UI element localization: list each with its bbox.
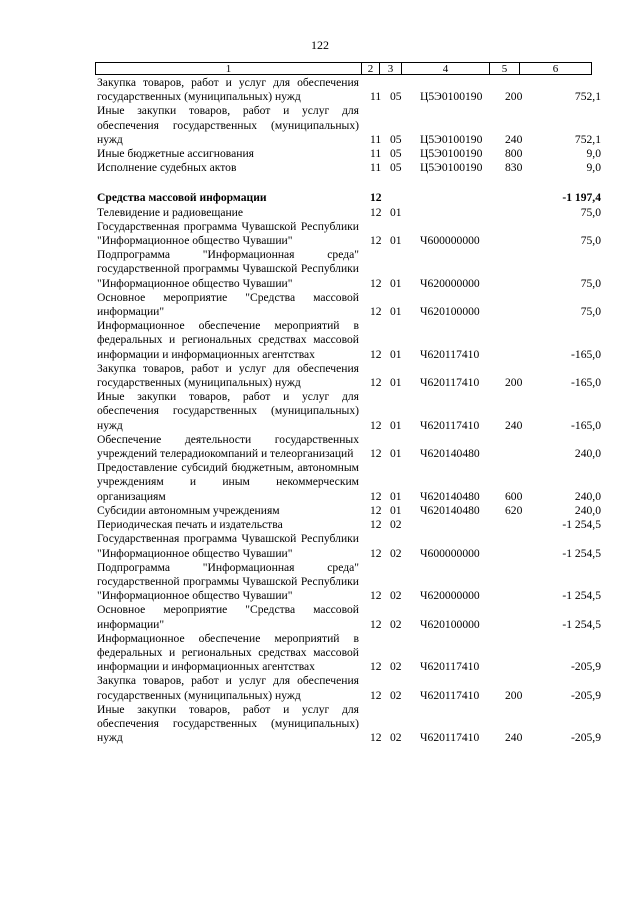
row-codes xyxy=(97,133,601,147)
row-name: Информационное обеспечение мероприятий в федеральных и региональных средствах массовой информации и информационных агентствах xyxy=(97,631,359,674)
table-row xyxy=(97,220,601,248)
row-codes xyxy=(97,206,601,220)
row-amount: 240,0 xyxy=(574,447,601,461)
row-name: Субсидии автономным учреждениям xyxy=(97,503,280,517)
row-codes xyxy=(97,547,601,561)
table-row xyxy=(97,518,601,532)
row-codes xyxy=(97,277,601,291)
row-amount: -165,0 xyxy=(571,418,601,432)
row-amount: 752,1 xyxy=(574,132,601,146)
row-name: Государственная программа Чувашской Республики "Информационное общество Чувашии" xyxy=(97,532,359,560)
row-target-item: Ч620117410 xyxy=(420,688,480,702)
row-codes xyxy=(97,660,601,674)
row-section: 11 xyxy=(370,132,382,146)
row-expense-type: 240 xyxy=(505,731,523,745)
row-expense-type: 200 xyxy=(505,376,523,390)
row-name: Иные бюджетные ассигнования xyxy=(97,147,254,161)
header-col-6: 6 xyxy=(519,62,592,75)
header-col-3: 3 xyxy=(379,62,401,75)
row-target-item: Ч620000000 xyxy=(420,589,480,603)
row-name: Телевидение и радиовещание xyxy=(97,205,244,219)
row-codes xyxy=(97,731,601,745)
row-codes xyxy=(97,504,601,518)
row-target-item: Ч620100000 xyxy=(420,617,480,631)
row-amount: -205,9 xyxy=(571,688,601,702)
row-codes xyxy=(97,518,601,532)
row-codes xyxy=(97,447,601,461)
row-amount: 9,0 xyxy=(586,161,601,175)
row-section: 12 xyxy=(370,447,382,461)
table-row xyxy=(97,291,601,319)
table-body xyxy=(97,76,601,745)
row-section: 12 xyxy=(370,376,382,390)
row-amount: 75,0 xyxy=(580,305,601,319)
row-codes xyxy=(97,161,601,175)
table-row xyxy=(97,362,601,390)
row-subsection: 02 xyxy=(390,731,402,745)
row-expense-type: 620 xyxy=(505,503,523,517)
row-name: Средства массовой информации xyxy=(97,191,267,205)
row-amount: 240,0 xyxy=(574,489,601,503)
row-codes xyxy=(97,348,601,362)
row-section: 12 xyxy=(370,205,382,219)
row-section: 12 xyxy=(370,546,382,560)
header-col-2: 2 xyxy=(361,62,379,75)
row-codes xyxy=(97,376,601,390)
row-expense-type: 800 xyxy=(505,147,523,161)
row-amount: 240,0 xyxy=(574,503,601,517)
row-expense-type: 830 xyxy=(505,161,523,175)
table-row xyxy=(97,561,601,604)
row-amount: -205,9 xyxy=(571,731,601,745)
row-codes xyxy=(97,689,601,703)
row-subsection: 02 xyxy=(390,518,402,532)
row-subsection: 05 xyxy=(390,161,402,175)
row-name: Закупка товаров, работ и услуг для обеспечения государственных (муниципальных) нужд xyxy=(97,674,359,702)
row-section: 12 xyxy=(370,731,382,745)
row-expense-type: 200 xyxy=(505,688,523,702)
row-target-item: Ч600000000 xyxy=(420,234,480,248)
table-row xyxy=(97,433,601,461)
row-section: 12 xyxy=(370,589,382,603)
table-row xyxy=(97,161,601,175)
row-subsection: 01 xyxy=(390,447,402,461)
row-subsection: 01 xyxy=(390,489,402,503)
row-amount: -1 254,5 xyxy=(562,589,601,603)
row-subsection: 01 xyxy=(390,205,402,219)
row-subsection: 01 xyxy=(390,305,402,319)
row-name: Периодическая печать и издательства xyxy=(97,518,283,532)
row-target-item: Ц5Э0100190 xyxy=(420,161,483,175)
row-name: Основное мероприятие "Средства массовой информации" xyxy=(97,290,359,319)
table-row xyxy=(97,603,601,631)
table-header xyxy=(95,62,592,75)
row-subsection: 01 xyxy=(390,376,402,390)
row-section: 12 xyxy=(370,191,382,205)
row-name: Подпрограмма "Информационная среда" государственной программы Чувашской Республики "Информационное общество Чувашии" xyxy=(97,560,359,603)
row-name: Иные закупки товаров, работ и услуг для обеспечения государственных (муниципальных) нужд xyxy=(97,104,359,146)
row-subsection: 01 xyxy=(390,276,402,290)
row-amount: -165,0 xyxy=(571,347,601,361)
table-row xyxy=(97,674,601,702)
row-target-item: Ц5Э0100190 xyxy=(420,147,483,161)
page-number: 122 xyxy=(311,38,329,52)
table-row xyxy=(97,461,601,504)
row-section: 12 xyxy=(370,518,382,532)
row-section: 11 xyxy=(370,90,382,104)
row-name: Обеспечение деятельности государственных учреждений телерадиокомпаний и телеорганизаций xyxy=(97,432,359,461)
row-target-item: Ч620100000 xyxy=(420,305,480,319)
table-row xyxy=(97,632,601,675)
row-amount: -205,9 xyxy=(571,660,601,674)
row-amount: -1 254,5 xyxy=(562,518,601,532)
row-codes xyxy=(97,618,601,632)
row-subsection: 02 xyxy=(390,660,402,674)
row-section: 12 xyxy=(370,688,382,702)
row-subsection: 02 xyxy=(390,546,402,560)
row-subsection: 01 xyxy=(390,347,402,361)
row-amount: -1 254,5 xyxy=(562,546,601,560)
row-subsection: 05 xyxy=(390,132,402,146)
row-subsection: 01 xyxy=(390,234,402,248)
row-name: Иные закупки товаров, работ и услуг для обеспечения государственных (муниципальных) нужд xyxy=(97,390,359,432)
table-row xyxy=(97,147,601,161)
row-expense-type: 240 xyxy=(505,132,523,146)
row-expense-type: 200 xyxy=(505,90,523,104)
row-target-item: Ч620117410 xyxy=(420,347,480,361)
row-codes xyxy=(97,589,601,603)
row-codes xyxy=(97,191,601,205)
table-row xyxy=(97,191,601,205)
row-amount: 9,0 xyxy=(586,147,601,161)
row-subsection: 01 xyxy=(390,418,402,432)
row-codes xyxy=(97,305,601,319)
row-name: Государственная программа Чувашской Республики "Информационное общество Чувашии" xyxy=(97,219,359,248)
table-row xyxy=(97,104,601,147)
row-name: Закупка товаров, работ и услуг для обеспечения государственных (муниципальных) нужд xyxy=(97,361,359,390)
row-section: 12 xyxy=(370,276,382,290)
row-subsection: 01 xyxy=(390,503,402,517)
row-amount: -165,0 xyxy=(571,376,601,390)
row-name: Иные закупки товаров, работ и услуг для обеспечения государственных (муниципальных) нужд xyxy=(97,702,359,745)
row-amount: 75,0 xyxy=(580,234,601,248)
row-section: 11 xyxy=(370,161,382,175)
header-col-5: 5 xyxy=(489,62,519,75)
row-section: 11 xyxy=(370,147,382,161)
row-name: Предоставление субсидий бюджетным, автономным учреждениям и иным некоммерческим организациям xyxy=(97,461,359,503)
row-target-item: Ч620140480 xyxy=(420,489,480,503)
row-section: 12 xyxy=(370,234,382,248)
row-target-item: Ц5Э0100190 xyxy=(420,132,483,146)
row-section: 12 xyxy=(370,617,382,631)
row-section: 12 xyxy=(370,489,382,503)
row-amount: 75,0 xyxy=(580,276,601,290)
row-target-item: Ц5Э0100190 xyxy=(420,90,483,104)
row-target-item: Ч620117410 xyxy=(420,731,480,745)
row-amount: 75,0 xyxy=(580,205,601,219)
row-target-item: Ч620000000 xyxy=(420,276,480,290)
table-row xyxy=(97,532,601,560)
row-name: Закупка товаров, работ и услуг для обеспечения государственных (муниципальных) нужд xyxy=(97,76,359,104)
table-row xyxy=(97,248,601,291)
row-codes xyxy=(97,490,601,504)
row-section: 12 xyxy=(370,347,382,361)
row-subsection: 02 xyxy=(390,617,402,631)
row-section: 12 xyxy=(370,660,382,674)
table-row xyxy=(97,206,601,220)
row-subsection: 02 xyxy=(390,589,402,603)
row-subsection: 05 xyxy=(390,147,402,161)
header-col-4: 4 xyxy=(401,62,489,75)
row-amount: 752,1 xyxy=(574,90,601,104)
row-codes xyxy=(97,234,601,248)
row-target-item: Ч620140480 xyxy=(420,447,480,461)
row-target-item: Ч620117410 xyxy=(420,418,480,432)
row-name: Исполнение судебных актов xyxy=(97,161,237,175)
row-target-item: Ч620140480 xyxy=(420,503,480,517)
row-codes xyxy=(97,90,601,104)
table-row xyxy=(97,319,601,362)
row-target-item: Ч600000000 xyxy=(420,546,480,560)
row-name: Информационное обеспечение мероприятий в федеральных и региональных средствах массовой информации и информационных агентствах xyxy=(97,319,359,361)
row-target-item: Ч620117410 xyxy=(420,660,480,674)
table-row xyxy=(97,390,601,433)
row-amount: -1 197,4 xyxy=(562,191,601,205)
table-row xyxy=(97,504,601,518)
row-codes xyxy=(97,147,601,161)
row-codes xyxy=(97,419,601,433)
header-col-1: 1 xyxy=(95,62,361,75)
row-target-item: Ч620117410 xyxy=(420,376,480,390)
row-name: Подпрограмма "Информационная среда" государственной программы Чувашской Республики "Информационное общество Чувашии" xyxy=(97,248,359,290)
row-section: 12 xyxy=(370,503,382,517)
row-section: 12 xyxy=(370,305,382,319)
row-section: 12 xyxy=(370,418,382,432)
row-expense-type: 240 xyxy=(505,418,523,432)
row-expense-type: 600 xyxy=(505,489,523,503)
row-spacer xyxy=(97,175,601,191)
row-subsection: 05 xyxy=(390,90,402,104)
row-amount: -1 254,5 xyxy=(562,617,601,631)
row-name: Основное мероприятие "Средства массовой информации" xyxy=(97,603,359,631)
row-subsection: 02 xyxy=(390,688,402,702)
table-row xyxy=(97,703,601,746)
table-row xyxy=(97,76,601,104)
